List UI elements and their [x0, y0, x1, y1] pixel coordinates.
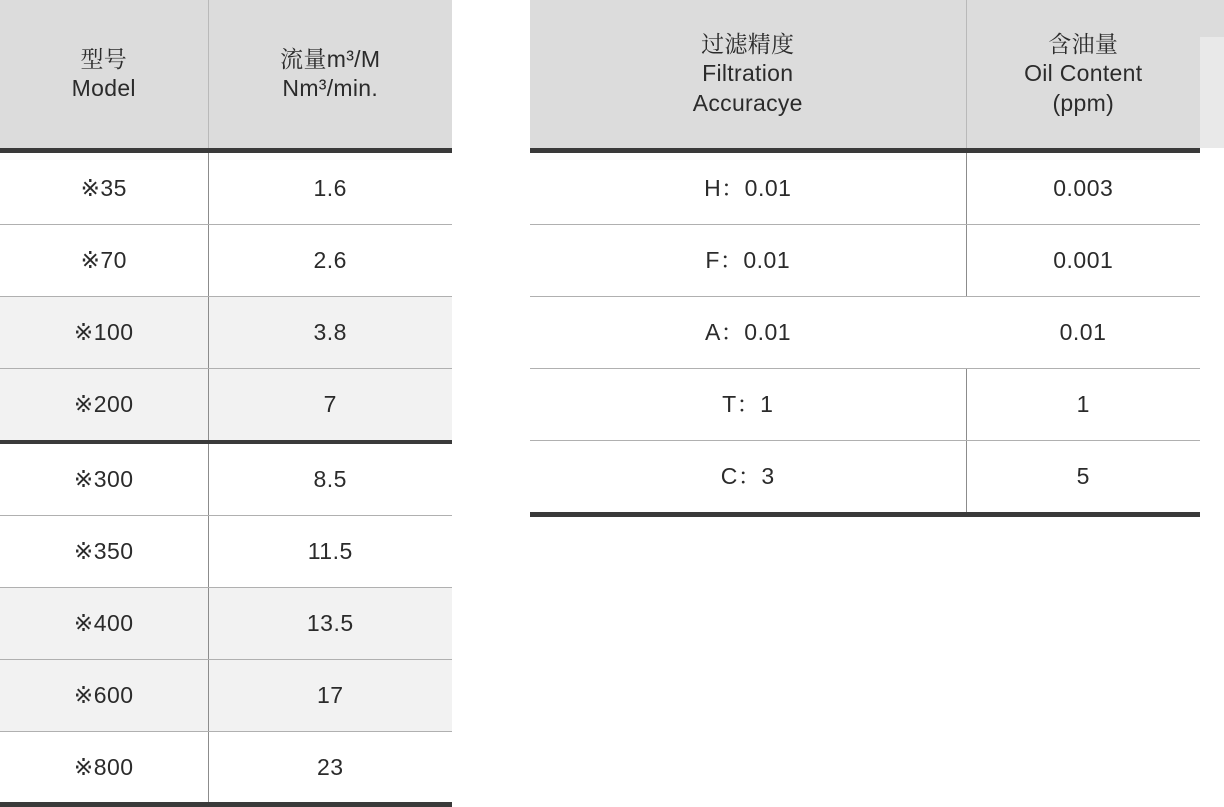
- cell-oil-content: 1: [966, 369, 1200, 441]
- cell-filtration-accuracy: H：0.01: [530, 151, 966, 225]
- cell-model: ※350: [0, 516, 208, 588]
- column-header-oil-content: [966, 0, 1200, 151]
- cell-flow: 3.8: [208, 297, 452, 369]
- filtration-oil-table: [530, 0, 1200, 517]
- cell-flow: 2.6: [208, 225, 452, 297]
- cell-model: ※70: [0, 225, 208, 297]
- cell-flow: 11.5: [208, 516, 452, 588]
- cell-model: ※200: [0, 369, 208, 443]
- cell-model: ※100: [0, 297, 208, 369]
- cell-filtration-accuracy: A：0.01: [530, 297, 966, 369]
- table-row: [530, 369, 1200, 441]
- cell-model: ※300: [0, 442, 208, 516]
- cell-oil-content: 0.003: [966, 151, 1200, 225]
- cell-flow: 23: [316, 753, 344, 780]
- table-row: [0, 732, 452, 804]
- table-header-row: [530, 0, 1200, 151]
- table-bottom-rule: [0, 802, 452, 807]
- table-row: [0, 369, 452, 443]
- cell-model: ※400: [0, 588, 208, 660]
- column-header-oil-line-2: Oil Content: [1024, 60, 1143, 87]
- column-header-oil-line-3: (ppm): [1052, 89, 1115, 116]
- cell-model: ※35: [0, 151, 208, 225]
- table-row: [530, 225, 1200, 297]
- table-row: [530, 297, 1200, 369]
- cell-flow: 7: [208, 369, 452, 443]
- table-row: [0, 442, 452, 516]
- cell-model: ※800: [0, 732, 208, 804]
- column-header-filtration-line-3: Accuracye: [692, 89, 803, 116]
- cell-oil-content: 0.01: [966, 297, 1200, 369]
- table-row: [530, 151, 1200, 225]
- table-row: [0, 151, 452, 225]
- table-row: [0, 660, 452, 732]
- column-header-model-line-2: Model: [71, 75, 136, 101]
- model-flow-table: [0, 0, 452, 803]
- column-header-model: [0, 0, 208, 151]
- cell-oil-content: 0.001: [966, 225, 1200, 297]
- corner-block-upper: [1200, 0, 1224, 37]
- cell-flow: 13.5: [208, 588, 452, 660]
- cell-filtration-accuracy: F：0.01: [530, 225, 966, 297]
- cell-flow: 17: [208, 660, 452, 732]
- table-row: [0, 225, 452, 297]
- column-header-oil-line-1: 含油量: [1048, 30, 1119, 57]
- column-header-filtration-line-1: 过滤精度: [701, 30, 795, 57]
- cell-flow: 1.6: [208, 151, 452, 225]
- column-header-flow-line-1: 流量m³/M: [280, 45, 381, 72]
- cell-filtration-accuracy: C：3: [530, 441, 966, 515]
- table-row: [0, 588, 452, 660]
- column-header-filtration-accuracy: [530, 0, 966, 151]
- filtration-oil-table-container: [530, 0, 1200, 517]
- table-row: [0, 516, 452, 588]
- column-header-filtration-line-2: Filtration: [702, 60, 794, 87]
- cell-oil-content: 5: [966, 441, 1200, 515]
- table-header-row: [0, 0, 452, 151]
- cell-model: ※600: [0, 660, 208, 732]
- column-header-flow: [208, 0, 452, 151]
- cell-flow: 8.5: [208, 442, 452, 516]
- table-row: [530, 441, 1200, 515]
- corner-block-lower: [1200, 37, 1224, 148]
- column-header-model-line-1: 型号: [80, 45, 128, 72]
- cell-filtration-accuracy: T：1: [530, 369, 966, 441]
- table-row: [0, 297, 452, 369]
- model-flow-table-container: [0, 0, 452, 803]
- column-header-flow-line-2: Nm³/min.: [282, 75, 379, 101]
